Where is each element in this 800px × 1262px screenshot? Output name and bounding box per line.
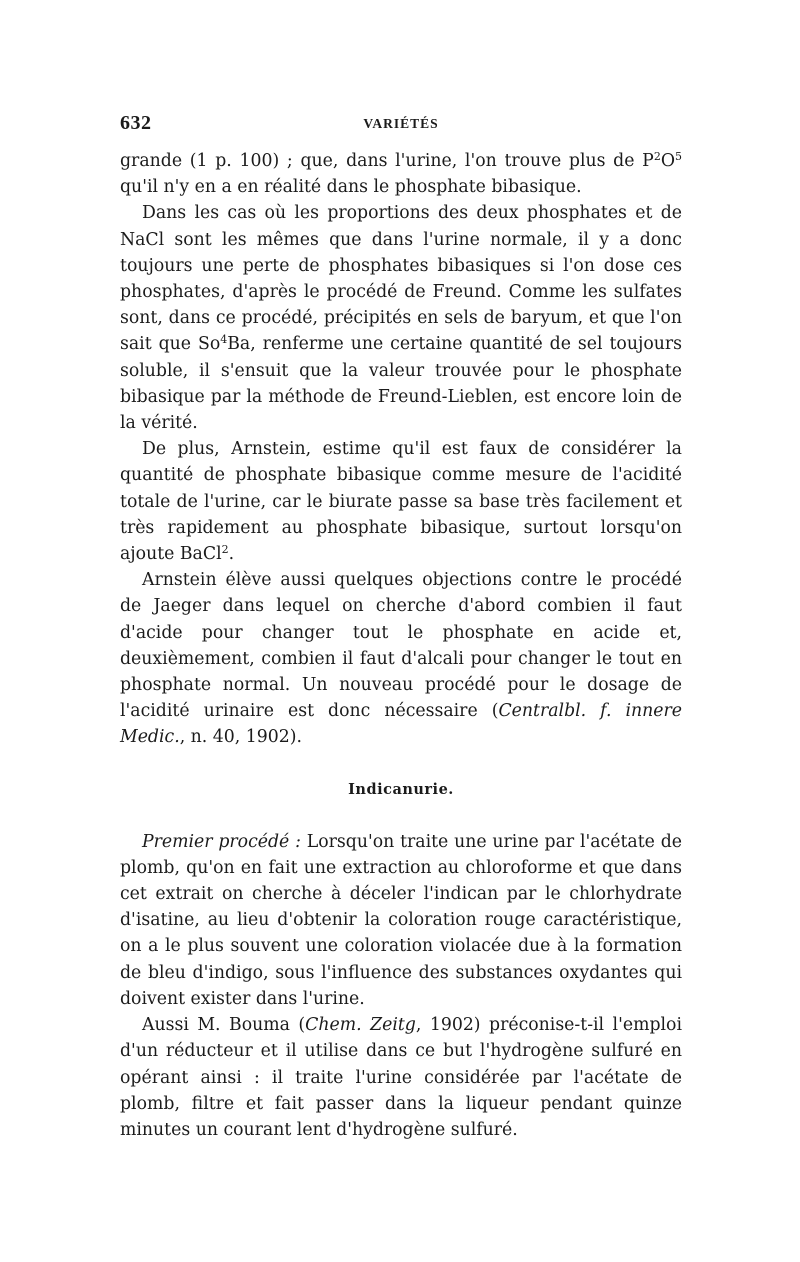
paragraph-arnstein-acidity: De plus, Arnstein, estime qu'il est faux de considérer la quantité de phosphate bibasique comme mesure de l'acidité totale de l'urine, car le biurate passe sa base très facilement et très rapidement au phosphate bibasique, surtout lorsqu'on ajoute BaCl$^2$. xyxy=(120,439,682,565)
body-text-block-2 xyxy=(120,829,682,1143)
page-number: 632 xyxy=(120,112,152,134)
paragraph-continuation: grande (1 p. 100) ; que, dans l'urine, l'on trouve plus de $P^2O^5$ qu'il n'y en a en réalité dans le phosphate bibasique. xyxy=(120,150,682,198)
paragraph-bouma: Aussi M. Bouma (Chem. Zeitg, 1902) préconise-t-il l'emploi d'un réducteur et il utilise dans ce but l'hydrogène sulfuré en opérant ainsi : il traite l'urine considérée par l'acétate de plomb, filtre et fait passer dans la liqueur pendant quinze minutes un courant lent d'hydrogène sulfuré. xyxy=(120,1015,682,1140)
running-title: VARIÉTÉS xyxy=(363,116,439,131)
book-page xyxy=(120,112,682,1143)
paragraph-phosphates: Dans les cas où les proportions des deux phosphates et de NaCl sont les mêmes que dans l'urine normale, il y a donc toujours une perte de phosphates bibasiques si l'on dose ces phosphates, d'après le procédé de Freund. Comme les sulfates sont, dans ce procédé, précipités en sels de baryum, et que l'on sait que So$^4$Ba, renferme une certaine quantité de sel toujours soluble, il s'ensuit que la valeur trouvée pour le phosphate bibasique par la méthode de Freund-Lieblen, est encore loin de la vérité. xyxy=(120,203,682,434)
section-heading-indicanurie: Indicanurie. xyxy=(348,780,454,798)
body-text-block-1 xyxy=(120,148,682,751)
page-header xyxy=(120,112,682,148)
paragraph-arnstein-jaeger: Arnstein élève aussi quelques objections contre le procédé de Jaeger dans lequel on cherche d'abord combien il faut d'acide pour changer tout le phosphate en acide et, deuxièmement, combien il faut d'alcali pour changer le tout en phosphate normal. Un nouveau procédé pour le dosage de l'acidité urinaire est donc nécessaire (Centralbl. f. innere Medic., n. 40, 1902). xyxy=(120,570,682,748)
paragraph-premier-procede: Premier procédé : Lorsqu'on traite une urine par l'acétate de plomb, qu'on en fait une extraction au chloroforme et que dans cet extrait on cherche à déceler l'indican par le chlorhydrate d'isatine, au lieu d'obtenir la coloration rouge caractéristique, on a le plus souvent une coloration violacée due à la formation de bleu d'indigo, sous l'influence des substances oxydantes qui doivent exister dans l'urine. xyxy=(120,831,682,1009)
